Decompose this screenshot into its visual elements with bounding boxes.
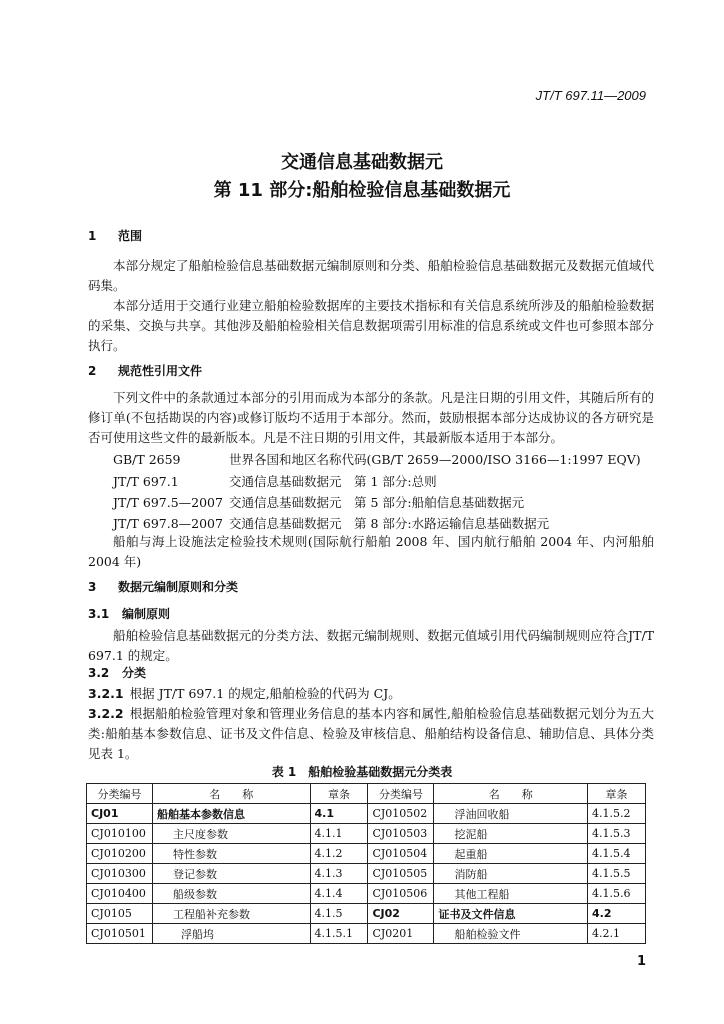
section-3-1-paragraph: 船舶检验信息基础数据元的分类方法、数据元编制规则、数据元值域引用代码编制规则应符合JT/T 697.1 的规定。 bbox=[88, 628, 654, 663]
table-cell: CJ0201 bbox=[368, 924, 434, 944]
reference-code: GB/T 2659 bbox=[113, 452, 181, 467]
section-number: 1 bbox=[88, 229, 97, 243]
table-cell: CJ010300 bbox=[87, 864, 153, 884]
table-cell: 4.1.3 bbox=[310, 864, 368, 884]
clause-3-2-2 bbox=[88, 704, 654, 764]
section-2-heading bbox=[88, 362, 202, 379]
table-cell: 登记参数 bbox=[152, 864, 310, 884]
table-cell: 其他工程船 bbox=[434, 884, 588, 904]
table-cell: 船舶检验文件 bbox=[434, 924, 588, 944]
table-cell: CJ010100 bbox=[87, 824, 153, 844]
section-title: 分类 bbox=[122, 666, 147, 680]
table-cell: 4.1.5.2 bbox=[588, 804, 646, 824]
clause-text: 根据 JT/T 697.1 的规定,船舶检验的代码为 CJ。 bbox=[129, 686, 401, 701]
section-title: 数据元编制原则和分类 bbox=[118, 580, 239, 594]
reference-title: 世界各国和地区名称代码(GB/T 2659—2000/ISO 3166—1:1997 EQV) bbox=[229, 452, 641, 467]
table-header-row bbox=[87, 784, 646, 804]
column-header: 名 称 bbox=[152, 784, 310, 804]
section-number: 3.1 bbox=[88, 607, 110, 621]
table-cell: CJ010506 bbox=[368, 884, 434, 904]
reference-item bbox=[113, 493, 524, 511]
section-1-paragraph-2: 本部分适用于交通行业建立船舶检验数据库的主要技术指标和有关信息系统所涉及的船舶检验数据的采集、交换与共享。其他涉及船舶检验相关信息数据项需引用标准的信息系统或文件也可参照本部分执行。 bbox=[88, 298, 654, 353]
table-cell: CJ02 bbox=[368, 904, 434, 924]
title-line-2: 第 11 部分:船舶检验信息基础数据元 bbox=[213, 180, 511, 201]
table-cell: CJ010501 bbox=[87, 924, 153, 944]
section-1-heading bbox=[88, 227, 142, 244]
table-cell: 消防船 bbox=[434, 864, 588, 884]
table-caption: 表 1 船舶检验基础数据元分类表 bbox=[271, 765, 453, 779]
table-cell: 挖泥船 bbox=[434, 824, 588, 844]
section-1-paragraph-1: 本部分规定了船舶检验信息基础数据元编制原则和分类、船舶检验信息基础数据元及数据元值域代码集。 bbox=[88, 258, 654, 293]
table-cell: CJ010504 bbox=[368, 844, 434, 864]
classification-table bbox=[86, 783, 646, 944]
section-title: 范围 bbox=[118, 229, 143, 243]
section-2-paragraph-1: 下列文件中的条款通过本部分的引用而成为本部分的条款。凡是注日期的引用文件，其随后所有的修订单(不包括勘误的内容)或修订版均不适用于本部分。然而，鼓励根据本部分达成协议的各方研究是否可使用这些文件的最新版本。凡是不注日期的引用文件，其最新版本适用于本部分。 bbox=[88, 390, 654, 445]
column-header: 名 称 bbox=[434, 784, 588, 804]
table-cell: 船舶基本参数信息 bbox=[152, 804, 310, 824]
table-cell: CJ010502 bbox=[368, 804, 434, 824]
table-cell: 证书及文件信息 bbox=[434, 904, 588, 924]
table-cell: 特性参数 bbox=[152, 844, 310, 864]
table-cell: CJ01 bbox=[87, 804, 153, 824]
table-cell: 4.1.5.1 bbox=[310, 924, 368, 944]
column-header: 章条 bbox=[588, 784, 646, 804]
reference-code: JT/T 697.8—2007 bbox=[113, 516, 223, 531]
clause-text: 根据船舶检验管理对象和管理业务信息的基本内容和属性,船舶检验信息基础数据元划分为五大类:船舶基本参数信息、证书及文件信息、检验及审核信息、船舶结构设备信息、辅助信息、具体分类见表 1。 bbox=[88, 706, 654, 761]
table-cell: 浮船坞 bbox=[152, 924, 310, 944]
clause-number: 3.2.2 bbox=[88, 706, 124, 721]
reference-title: 交通信息基础数据元 第 1 部分:总则 bbox=[229, 474, 437, 489]
reference-item bbox=[113, 472, 437, 490]
reference-code: JT/T 697.1 bbox=[113, 474, 179, 489]
table-cell: 4.2.1 bbox=[588, 924, 646, 944]
table-cell: CJ010200 bbox=[87, 844, 153, 864]
table-cell: 主尺度参数 bbox=[152, 824, 310, 844]
table-cell: 4.1.5.5 bbox=[588, 864, 646, 884]
table-row bbox=[87, 804, 646, 824]
title-line-1: 交通信息基础数据元 bbox=[281, 152, 443, 173]
table-row bbox=[87, 924, 646, 944]
table-row bbox=[87, 864, 646, 884]
table-cell: 4.1.5.6 bbox=[588, 884, 646, 904]
table-cell: 4.1.5.3 bbox=[588, 824, 646, 844]
column-header: 分类编号 bbox=[368, 784, 434, 804]
section-title: 编制原则 bbox=[122, 607, 171, 621]
table-cell: 起重船 bbox=[434, 844, 588, 864]
column-header: 分类编号 bbox=[87, 784, 153, 804]
standard-number-header: JT/T 697.11—2009 bbox=[535, 88, 646, 103]
table-cell: 4.1.1 bbox=[310, 824, 368, 844]
table-cell: 浮油回收船 bbox=[434, 804, 588, 824]
reference-item bbox=[113, 450, 641, 468]
section-number: 2 bbox=[88, 364, 97, 378]
clause-number: 3.2.1 bbox=[88, 686, 124, 701]
table-cell: CJ0105 bbox=[87, 904, 153, 924]
table-row bbox=[87, 824, 646, 844]
table-cell: CJ010400 bbox=[87, 884, 153, 904]
table-cell: 工程船补充参数 bbox=[152, 904, 310, 924]
table-cell: 4.1.5.4 bbox=[588, 844, 646, 864]
clause-3-2-1 bbox=[88, 684, 401, 702]
table-cell: 4.1 bbox=[310, 804, 368, 824]
reference-title: 交通信息基础数据元 第 5 部分:船舶信息基础数据元 bbox=[229, 495, 525, 510]
table-row bbox=[87, 884, 646, 904]
table-cell: 4.1.2 bbox=[310, 844, 368, 864]
table-cell: 船级参数 bbox=[152, 884, 310, 904]
table-cell: CJ010503 bbox=[368, 824, 434, 844]
table-cell: 4.2 bbox=[588, 904, 646, 924]
section-number: 3.2 bbox=[88, 666, 110, 680]
section-number: 3 bbox=[88, 580, 97, 594]
reference-item bbox=[113, 514, 549, 532]
section-2-paragraph-2: 船舶与海上设施法定检验技术规则(国际航行船舶 2008 年、国内航行船舶 2004 年、内河船舶 2004 年) bbox=[88, 534, 654, 569]
table-cell: 4.1.5 bbox=[310, 904, 368, 924]
reference-title: 交通信息基础数据元 第 8 部分:水路运输信息基础数据元 bbox=[229, 516, 550, 531]
section-3-1-heading bbox=[88, 605, 170, 622]
page-number: 1 bbox=[636, 954, 646, 969]
table-cell: CJ010505 bbox=[368, 864, 434, 884]
table-row bbox=[87, 844, 646, 864]
section-title: 规范性引用文件 bbox=[118, 364, 203, 378]
table-cell: 4.1.4 bbox=[310, 884, 368, 904]
table-row bbox=[87, 904, 646, 924]
section-3-2-heading bbox=[88, 664, 146, 681]
column-header: 章条 bbox=[310, 784, 368, 804]
reference-code: JT/T 697.5—2007 bbox=[113, 495, 223, 510]
section-3-heading bbox=[88, 578, 238, 595]
